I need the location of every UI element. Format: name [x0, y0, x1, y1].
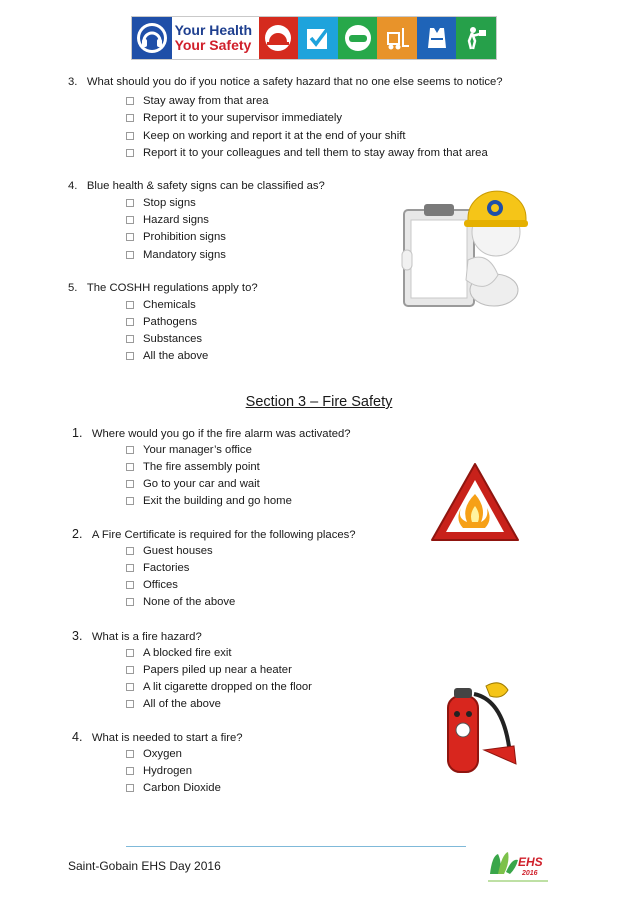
- option[interactable]: [126, 681, 312, 693]
- footer-rule: [126, 846, 466, 847]
- ehs-day-logo: [486, 848, 550, 884]
- option-label: Prohibition signs: [143, 231, 226, 243]
- option-label: A lit cigarette dropped on the floor: [143, 681, 312, 693]
- logo-text: EHS: [518, 855, 543, 869]
- option-label: Go to your car and wait: [143, 478, 260, 490]
- question-number: 4.: [68, 180, 78, 192]
- checkbox[interactable]: [126, 598, 134, 606]
- checkbox[interactable]: [126, 784, 134, 792]
- option[interactable]: [126, 214, 209, 226]
- checkbox[interactable]: [126, 666, 134, 674]
- option[interactable]: [126, 147, 488, 159]
- question-number: 2.: [72, 527, 83, 541]
- option[interactable]: [126, 478, 260, 490]
- option-label: Factories: [143, 562, 190, 574]
- option[interactable]: [126, 444, 252, 456]
- option[interactable]: [126, 333, 202, 345]
- option-label: Report it to your colleagues and tell them to stay away from that area: [143, 147, 488, 159]
- option-label: Hydrogen: [143, 765, 192, 777]
- fire-warning-triangle-icon: [428, 460, 522, 546]
- checkbox[interactable]: [126, 199, 134, 207]
- option[interactable]: [126, 231, 226, 243]
- worker-carrying-icon: [456, 17, 496, 59]
- brand-logo: [172, 17, 259, 59]
- checkbox[interactable]: [126, 149, 134, 157]
- hands-logo-icon: [486, 848, 550, 884]
- fire-question-4: [72, 730, 243, 744]
- option[interactable]: [126, 95, 269, 107]
- option[interactable]: [126, 299, 196, 311]
- option[interactable]: [126, 130, 406, 142]
- option[interactable]: [126, 647, 232, 659]
- option-label: Stop signs: [143, 197, 196, 209]
- safety-inspector-clipboard-icon: [398, 180, 530, 312]
- fire-extinguisher-icon: [424, 680, 520, 780]
- option-label: Guest houses: [143, 545, 213, 557]
- header-banner: [131, 16, 497, 60]
- checkbox[interactable]: [126, 132, 134, 140]
- option-label: None of the above: [143, 596, 236, 608]
- checkbox[interactable]: [126, 216, 134, 224]
- ear-protection-icon: [132, 17, 172, 59]
- checkbox[interactable]: [126, 352, 134, 360]
- checkbox[interactable]: [126, 649, 134, 657]
- checkbox[interactable]: [126, 446, 134, 454]
- question-3: [68, 76, 503, 88]
- option[interactable]: [126, 698, 221, 710]
- option-label: Chemicals: [143, 299, 196, 311]
- option[interactable]: [126, 249, 226, 261]
- option-label: Mandatory signs: [143, 249, 226, 261]
- question-number: 3.: [68, 76, 78, 88]
- checkbox[interactable]: [126, 97, 134, 105]
- fire-question-2: [72, 527, 356, 541]
- option-label: Stay away from that area: [143, 95, 269, 107]
- option-label: The fire assembly point: [143, 461, 260, 473]
- footer-text: Saint-Gobain EHS Day 2016: [68, 859, 221, 873]
- forklift-icon: [377, 17, 417, 59]
- checkbox[interactable]: [126, 700, 134, 708]
- option-label: Papers piled up near a heater: [143, 664, 292, 676]
- brand-line-2: Your Safety: [174, 37, 252, 53]
- option[interactable]: [126, 782, 221, 794]
- hard-hat-icon: [259, 17, 299, 59]
- brand-line-1: Your Health: [174, 22, 253, 38]
- logo-year: 2016: [522, 870, 538, 877]
- option-label: Oxygen: [143, 748, 182, 760]
- safety-goggles-icon: [338, 17, 378, 59]
- checkbox[interactable]: [126, 251, 134, 259]
- option[interactable]: [126, 316, 197, 328]
- option[interactable]: [126, 197, 196, 209]
- checkbox[interactable]: [126, 318, 134, 326]
- safety-vest-icon: [417, 17, 457, 59]
- option[interactable]: [126, 562, 189, 574]
- checkbox[interactable]: [126, 335, 134, 343]
- option[interactable]: [126, 350, 208, 362]
- question-text: Blue health & safety signs can be classified as?: [86, 180, 325, 192]
- fire-question-3: [72, 629, 202, 643]
- question-text: The COSHH regulations apply to?: [86, 282, 258, 294]
- question-text: A Fire Certificate is required for the following places?: [91, 529, 356, 541]
- option[interactable]: [126, 112, 342, 124]
- option-label: All of the above: [143, 698, 221, 710]
- question-number: 3.: [72, 629, 83, 643]
- question-text: Where would you go if the fire alarm was activated?: [91, 428, 351, 440]
- option[interactable]: [126, 495, 292, 507]
- question-number: 4.: [72, 730, 83, 744]
- option[interactable]: [126, 765, 192, 777]
- fire-question-1: [72, 426, 351, 440]
- option[interactable]: [126, 579, 178, 591]
- question-5: [68, 282, 258, 294]
- question-number: 1.: [72, 426, 83, 440]
- option-label: Exit the building and go home: [143, 495, 292, 507]
- checkbox[interactable]: [126, 233, 134, 241]
- checkbox[interactable]: [126, 114, 134, 122]
- checkbox[interactable]: [126, 564, 134, 572]
- option[interactable]: [126, 664, 292, 676]
- question-text: What should you do if you notice a safety hazard that no one else seems to notice?: [86, 76, 503, 88]
- option-label: All the above: [143, 350, 209, 362]
- option[interactable]: [126, 545, 213, 557]
- option-label: A blocked fire exit: [143, 647, 232, 659]
- option-label: Carbon Dioxide: [143, 782, 221, 794]
- checkbox[interactable]: [126, 497, 134, 505]
- question-4: [68, 180, 325, 192]
- checkbox-tick-icon: [298, 17, 338, 59]
- option-label: Pathogens: [143, 316, 198, 328]
- option[interactable]: [126, 461, 260, 473]
- checkbox[interactable]: [126, 480, 134, 488]
- question-number: 5.: [68, 282, 78, 294]
- checkbox[interactable]: [126, 750, 134, 758]
- question-text: What is needed to start a fire?: [91, 732, 243, 744]
- checkbox[interactable]: [126, 767, 134, 775]
- option-label: Substances: [143, 333, 203, 345]
- checkbox[interactable]: [126, 581, 134, 589]
- option-label: Your manager’s office: [143, 444, 252, 456]
- question-text: What is a fire hazard?: [91, 631, 202, 643]
- checkbox[interactable]: [126, 463, 134, 471]
- option-label: Offices: [143, 579, 178, 591]
- option-label: Hazard signs: [143, 214, 209, 226]
- option[interactable]: [126, 748, 182, 760]
- checkbox[interactable]: [126, 547, 134, 555]
- option[interactable]: [126, 596, 235, 608]
- checkbox[interactable]: [126, 683, 134, 691]
- option-label: Report it to your supervisor immediately: [143, 112, 343, 124]
- section-title: Section 3 – Fire Safety: [245, 394, 393, 410]
- option-label: Keep on working and report it at the end of your shift: [143, 130, 406, 142]
- checkbox[interactable]: [126, 301, 134, 309]
